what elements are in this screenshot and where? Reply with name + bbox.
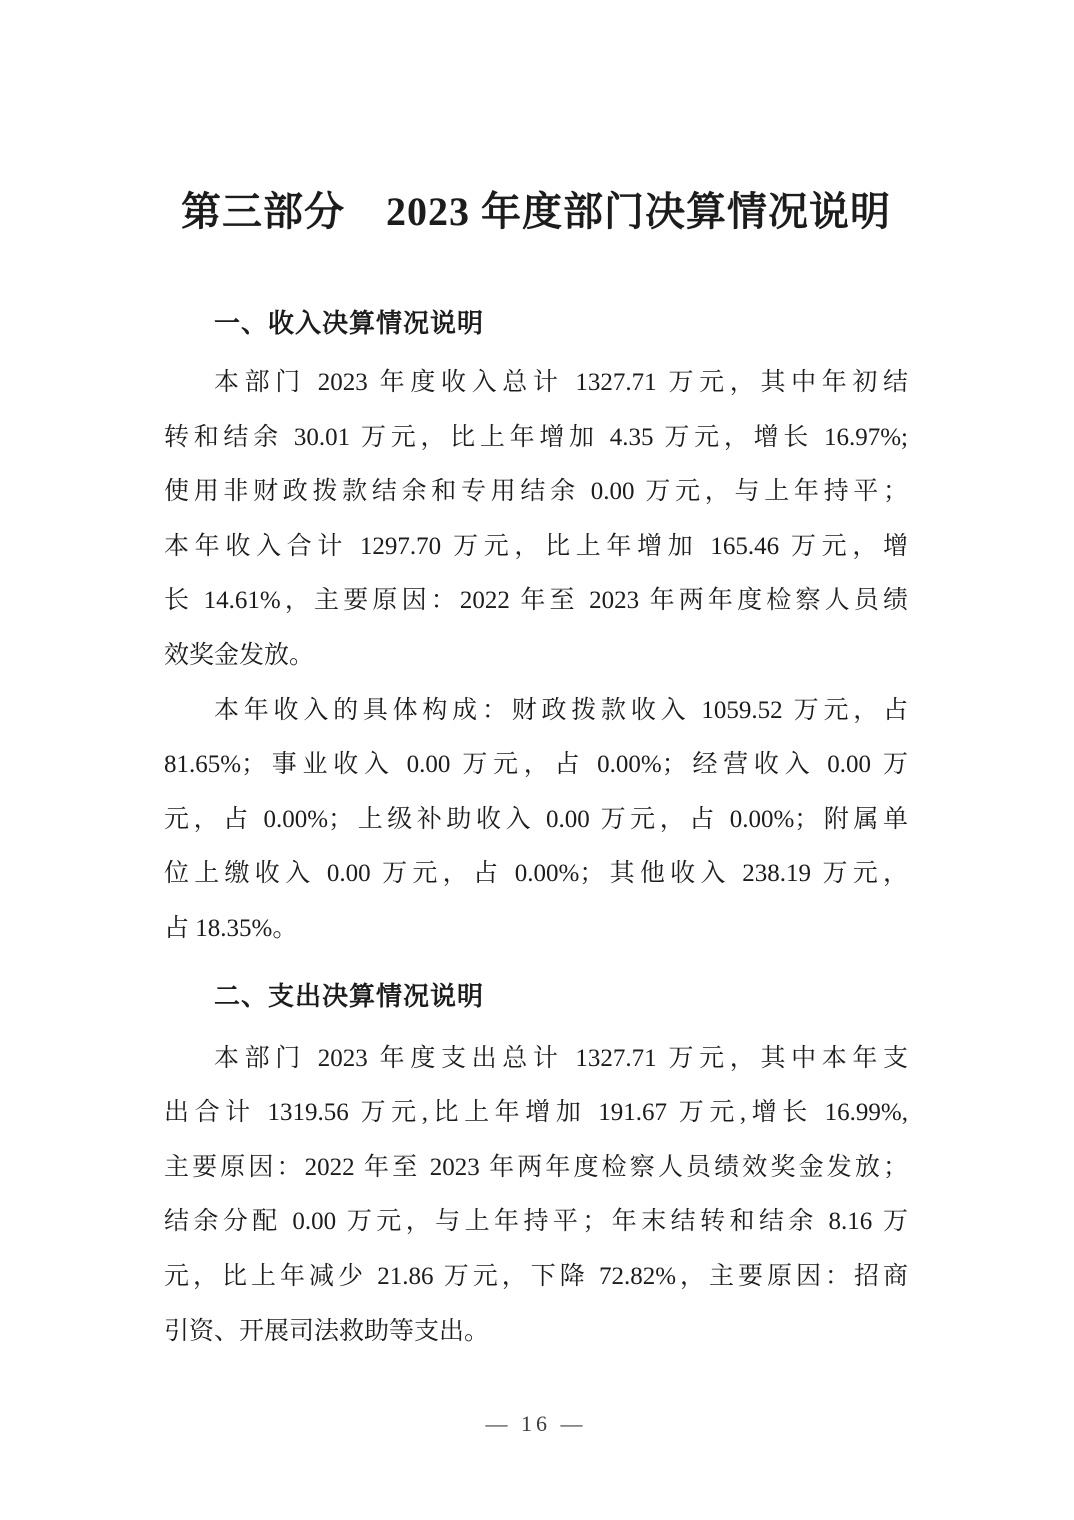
body-line: 结余分配 0.00 万元，与上年持平；年末结转和结余 8.16 万 xyxy=(164,1208,908,1236)
body-line: 本部门 2023 年度支出总计 1327.71 万元，其中本年支 xyxy=(214,1044,908,1072)
body-line: 本年收入合计 1297.70 万元，比上年增加 165.46 万元，增 xyxy=(164,532,908,560)
body-line: 长 14.61%，主要原因：2022 年至 2023 年两年度检察人员绩 xyxy=(164,587,908,615)
body-line: 效奖金发放。 xyxy=(164,641,315,669)
body-line: 转和结余 30.01 万元，比上年增加 4.35 万元，增长 16.97%; xyxy=(164,423,908,451)
paragraph-expense-summary xyxy=(164,1032,908,1360)
body-line: 元，占 0.00%；上级补助收入 0.00 万元，占 0.00%；附属单 xyxy=(164,805,908,833)
body-line: 元，比上年减少 21.86 万元，下降 72.82%，主要原因：招商 xyxy=(164,1262,908,1290)
body-line: 使用非财政拨款结余和专用结余 0.00 万元，与上年持平； xyxy=(164,478,908,506)
body-line: 本年收入的具体构成：财政拨款收入 1059.52 万元，占 xyxy=(214,696,908,724)
section-heading-income: 一、收入决算情况说明 xyxy=(214,308,485,338)
body-line: 出合计 1319.56 万元,比上年增加 191.67 万元,增长 16.99%, xyxy=(164,1099,908,1127)
page-number: — 16 — xyxy=(485,1411,587,1437)
body-line: 引资、开展司法救助等支出。 xyxy=(164,1317,490,1345)
section-heading-expense: 二、支出决算情况说明 xyxy=(214,980,485,1011)
body-line: 位上缴收入 0.00 万元，占 0.00%；其他收入 238.19 万元， xyxy=(164,860,908,888)
paragraph-income-summary xyxy=(164,356,908,684)
body-line: 81.65%；事业收入 0.00 万元，占 0.00%；经营收入 0.00 万 xyxy=(164,751,908,779)
body-line: 主要原因：2022 年至 2023 年两年度检察人员绩效奖金发放； xyxy=(164,1153,908,1181)
body-line: 占 18.35%。 xyxy=(164,914,298,942)
document-title: 第三部分 2023 年度部门决算情况说明 xyxy=(181,189,891,234)
body-line: 本部门 2023 年度收入总计 1327.71 万元，其中年初结 xyxy=(214,369,908,396)
paragraph-income-composition xyxy=(164,684,908,957)
